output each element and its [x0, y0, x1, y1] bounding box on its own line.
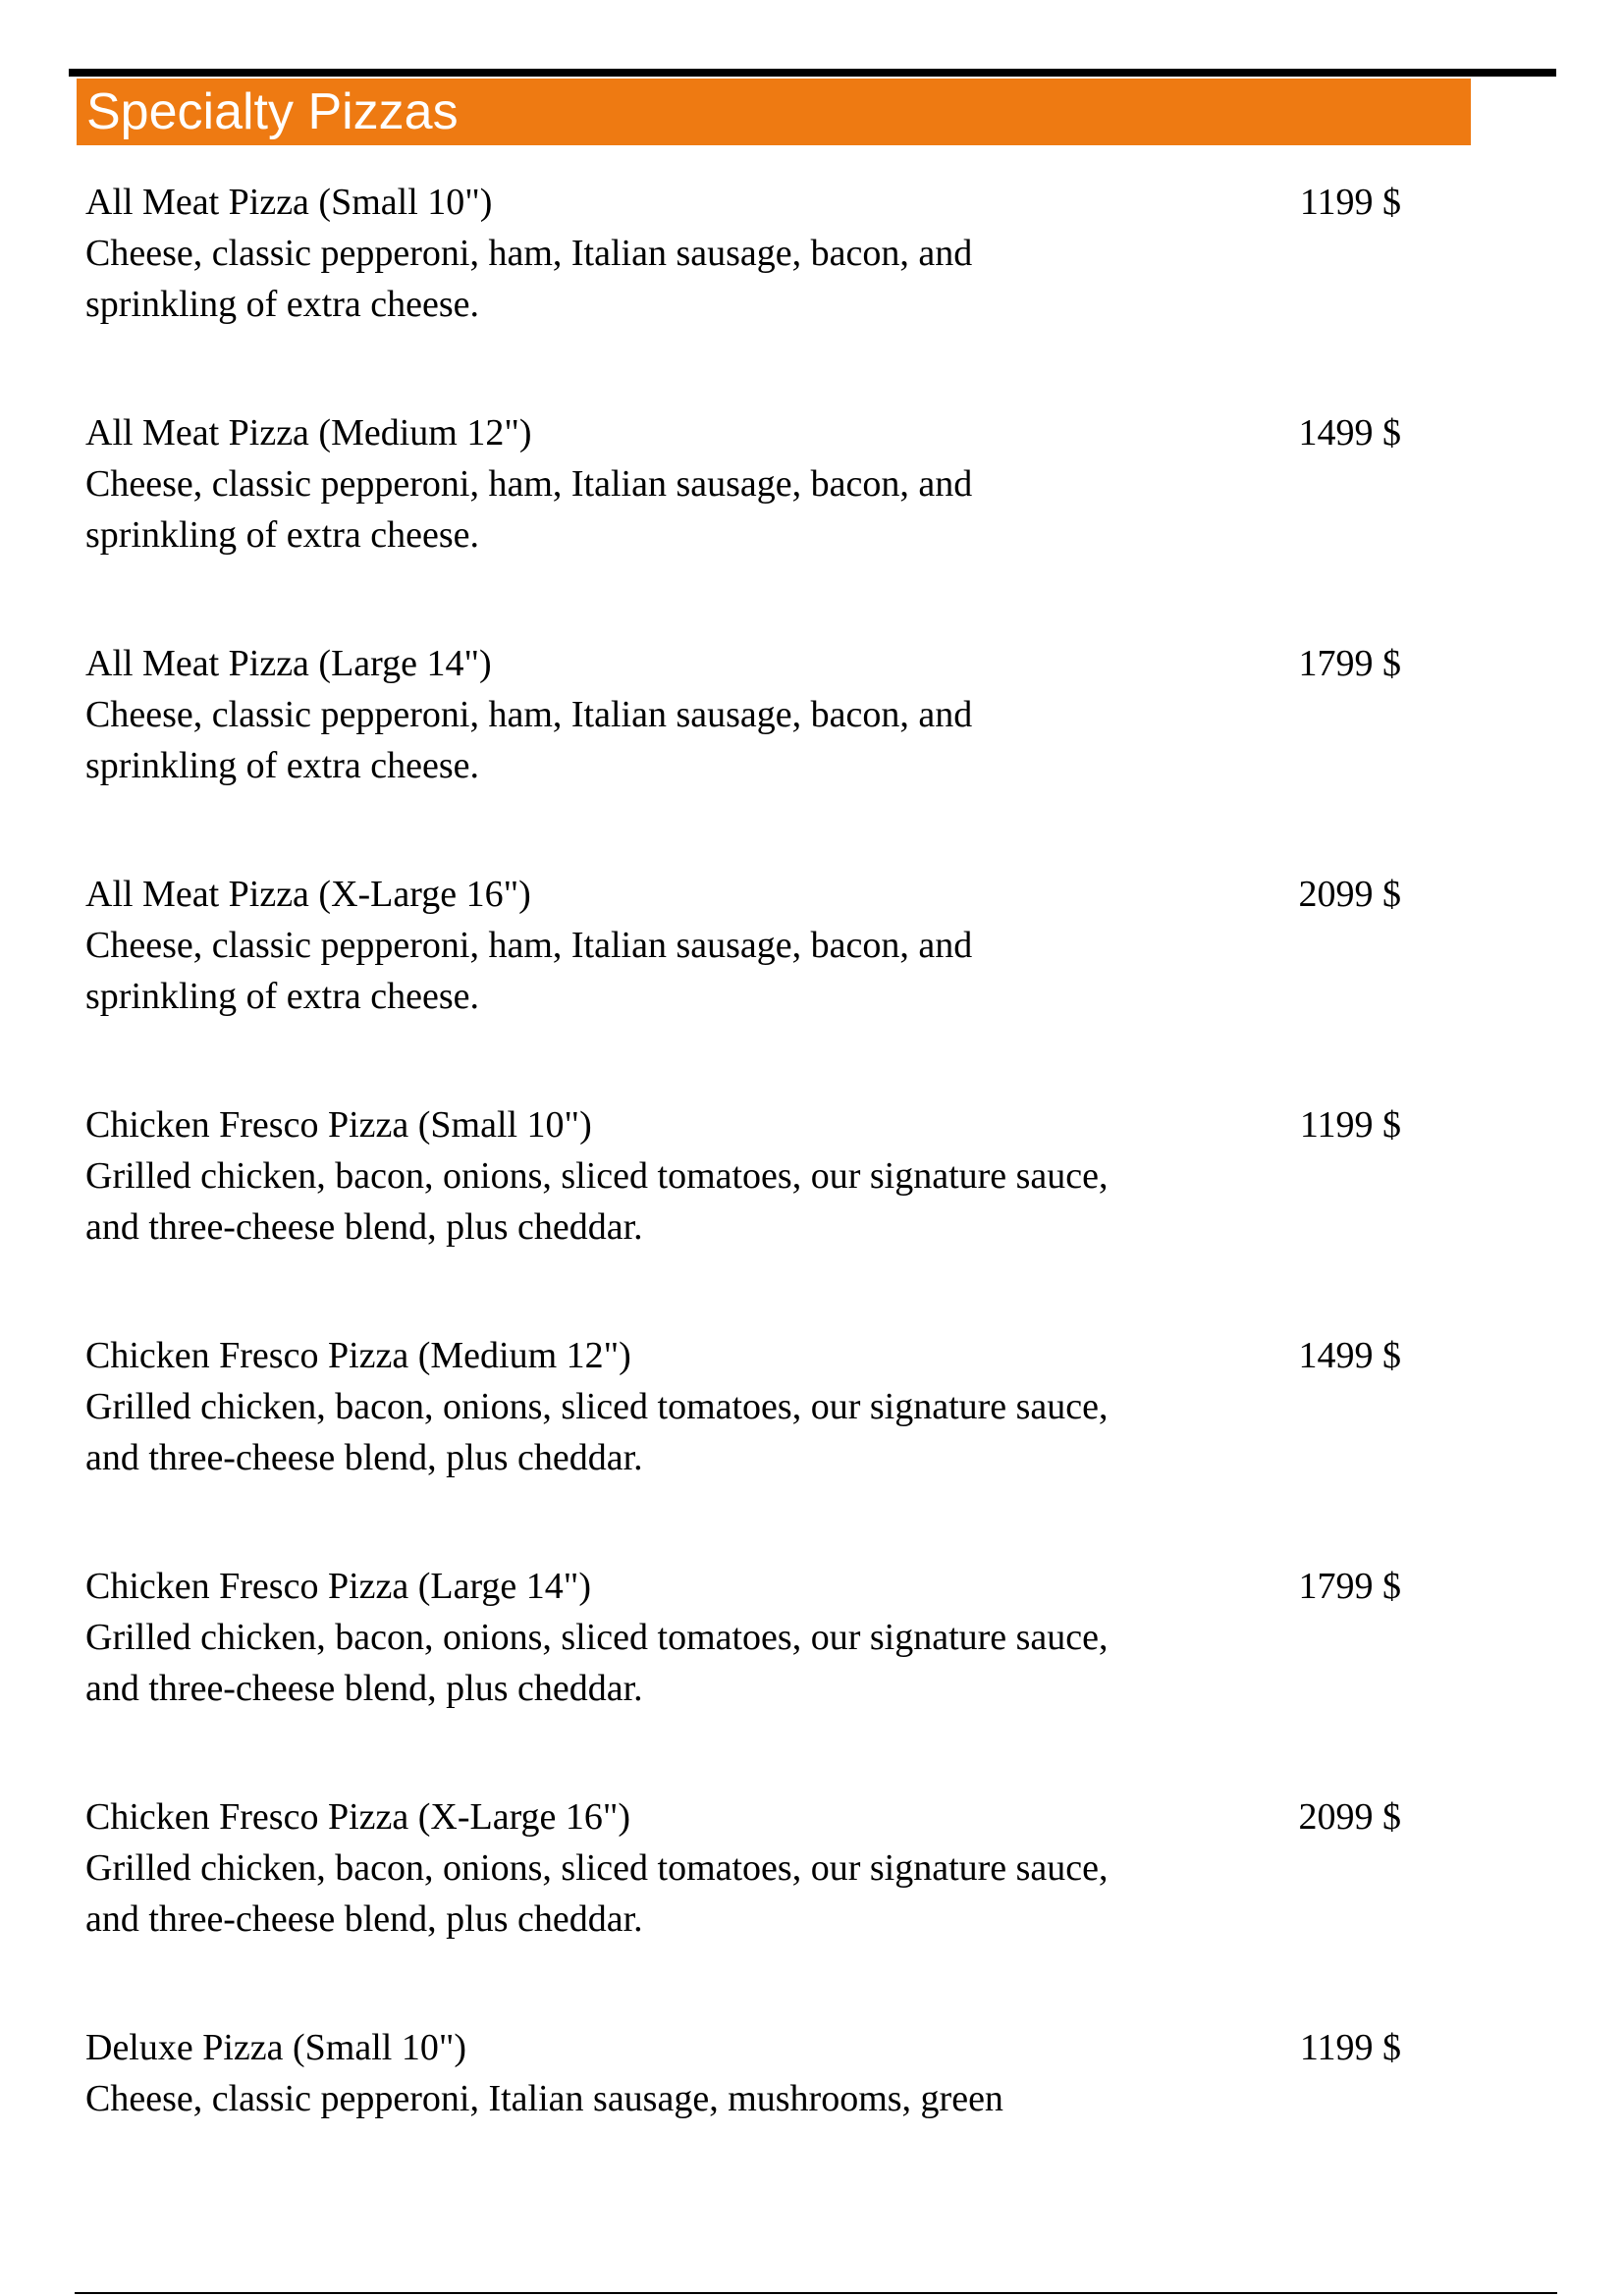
- item-description: [85, 920, 1224, 1022]
- item-description: [85, 1842, 1224, 1945]
- item-description-line: sprinkling of extra cheese.: [85, 284, 479, 325]
- section-title: Specialty Pizzas: [86, 83, 459, 140]
- item-name: All Meat Pizza (Small 10"): [85, 182, 493, 223]
- item-description-line: Cheese, classic pepperoni, ham, Italian sausage, bacon, and: [85, 463, 973, 505]
- menu-item: [85, 1099, 1401, 1330]
- item-description-line: Cheese, classic pepperoni, Italian sausage, mushrooms, green: [85, 2078, 1003, 2119]
- item-description-line: sprinkling of extra cheese.: [85, 745, 479, 786]
- item-name: Chicken Fresco Pizza (X-Large 16"): [85, 1796, 631, 1838]
- bottom-divider: [75, 2292, 1557, 2294]
- item-price: 1199 $: [1299, 2027, 1401, 2068]
- item-description: [85, 1381, 1224, 1483]
- menu-item: [85, 1561, 1401, 1791]
- item-description-line: Grilled chicken, bacon, onions, sliced tomatoes, our signature sauce,: [85, 1847, 1109, 1889]
- item-description-line: sprinkling of extra cheese.: [85, 514, 479, 556]
- menu-item: [85, 177, 1401, 407]
- section-header: [77, 79, 1471, 145]
- item-description-line: Grilled chicken, bacon, onions, sliced tomatoes, our signature sauce,: [85, 1386, 1109, 1427]
- item-description-line: and three-cheese blend, plus cheddar.: [85, 1668, 643, 1709]
- item-description: [85, 228, 1224, 330]
- item-name: Chicken Fresco Pizza (Medium 12"): [85, 1335, 631, 1376]
- item-name: All Meat Pizza (Medium 12"): [85, 412, 532, 454]
- item-description-line: and three-cheese blend, plus cheddar.: [85, 1206, 643, 1248]
- item-description: [85, 458, 1224, 561]
- item-description-line: Cheese, classic pepperoni, ham, Italian sausage, bacon, and: [85, 233, 973, 274]
- item-name: Chicken Fresco Pizza (Small 10"): [85, 1104, 592, 1146]
- item-price: 1499 $: [1298, 1335, 1401, 1376]
- item-price: 1799 $: [1298, 1566, 1401, 1607]
- item-description-line: Grilled chicken, bacon, onions, sliced tomatoes, our signature sauce,: [85, 1617, 1109, 1658]
- menu-item: [85, 407, 1401, 638]
- item-price: 1499 $: [1298, 412, 1401, 454]
- item-price: 1199 $: [1299, 182, 1401, 223]
- menu-items-list: [85, 177, 1401, 2253]
- menu-item: [85, 869, 1401, 1099]
- item-description-line: Grilled chicken, bacon, onions, sliced tomatoes, our signature sauce,: [85, 1155, 1109, 1197]
- item-name: Chicken Fresco Pizza (Large 14"): [85, 1566, 591, 1607]
- item-description: [85, 1612, 1224, 1714]
- item-name: All Meat Pizza (X-Large 16"): [85, 874, 531, 915]
- item-price: 1799 $: [1298, 643, 1401, 684]
- menu-item: [85, 1791, 1401, 2022]
- item-price: 2099 $: [1298, 874, 1401, 915]
- item-price: 2099 $: [1298, 1796, 1401, 1838]
- item-description: [85, 689, 1224, 791]
- menu-item: [85, 2022, 1401, 2253]
- item-price: 1199 $: [1299, 1104, 1401, 1146]
- item-description: [85, 2073, 1224, 2124]
- item-description-line: Cheese, classic pepperoni, ham, Italian sausage, bacon, and: [85, 925, 973, 966]
- item-description-line: and three-cheese blend, plus cheddar.: [85, 1437, 643, 1478]
- item-name: Deluxe Pizza (Small 10"): [85, 2027, 467, 2068]
- item-description-line: sprinkling of extra cheese.: [85, 976, 479, 1017]
- item-description-line: and three-cheese blend, plus cheddar.: [85, 1898, 643, 1940]
- menu-item: [85, 638, 1401, 869]
- item-description: [85, 1150, 1224, 1253]
- top-divider: [69, 69, 1556, 77]
- item-description-line: Cheese, classic pepperoni, ham, Italian sausage, bacon, and: [85, 694, 973, 735]
- item-name: All Meat Pizza (Large 14"): [85, 643, 492, 684]
- menu-item: [85, 1330, 1401, 1561]
